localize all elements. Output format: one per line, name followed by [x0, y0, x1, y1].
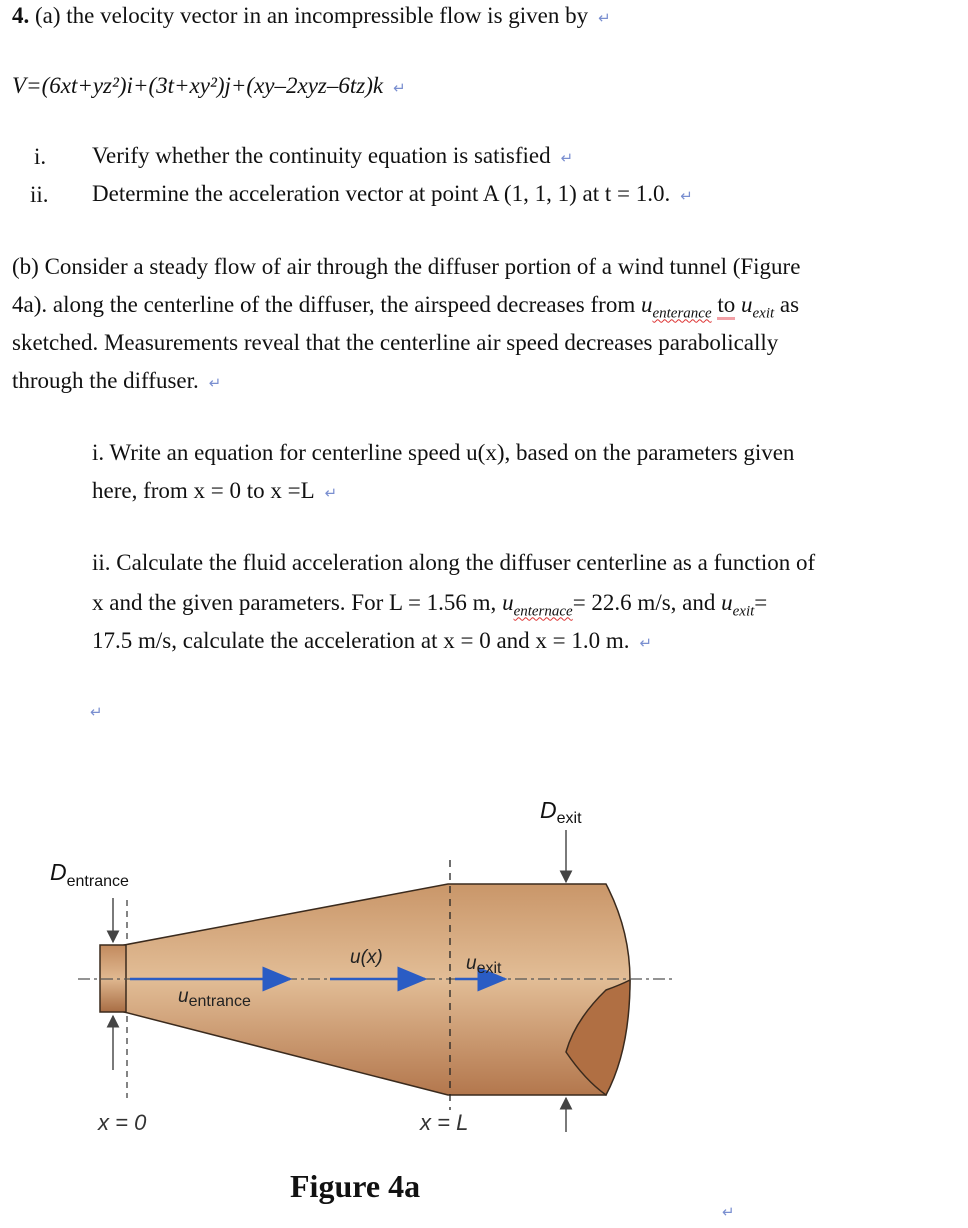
x-0-label: x = 0: [98, 1110, 147, 1135]
item-text: Determine the acceleration vector at point A (1, 1, 1) at t = 1.0. ↵: [92, 181, 693, 206]
sub-i-line: i. Write an equation for centerline speed u(x), based on the parameters given: [92, 440, 795, 465]
empty-paragraph-mark: [90, 696, 103, 726]
u-exit-label: $u_{exit}$: [466, 953, 502, 977]
d-entrance-label: $D_{entrance}$: [50, 859, 129, 890]
sub-i-line: here, from x = 0 to x =L ↵: [92, 478, 338, 503]
paragraph-mark-icon: ↵: [639, 634, 653, 652]
diffuser-body: [124, 884, 630, 1095]
diffuser-figure: [0, 780, 968, 1200]
item-marker: i.: [34, 144, 47, 169]
paragraph-mark-icon: ↵: [393, 79, 406, 97]
paragraph-mark-icon: ↵: [598, 9, 611, 27]
figure-caption: Figure 4a: [290, 1168, 421, 1204]
x-L-label: x = L: [420, 1110, 469, 1135]
paragraph-mark-icon: ↵: [90, 703, 103, 721]
sub-ii-line: 17.5 m/s, calculate the acceleration at x = 0 and x = 1.0 m. ↵: [92, 628, 653, 653]
d-exit-label: $D_{exit}$: [540, 797, 582, 827]
sub-ii-line: x and the given parameters. For L = 1.56 m, $u_{enternace}= 22.6$ m/s, and $u_{exit}=$: [92, 590, 768, 620]
part-b-line: through the diffuser. ↵: [12, 368, 222, 393]
u-x-label: u(x): [350, 947, 383, 968]
sub-ii-line: ii. Calculate the fluid acceleration along the diffuser centerline as a function of: [92, 550, 816, 575]
paragraph-mark-icon: ↵: [208, 374, 222, 392]
paragraph-mark-icon: ↵: [680, 187, 693, 205]
trailing-paragraph-mark: [722, 1196, 735, 1226]
item-text: Verify whether the continuity equation is satisfied ↵: [92, 143, 574, 168]
part-b-line: (b) Consider a steady flow of air through the diffuser portion of a wind tunnel (Figure: [12, 254, 801, 279]
paragraph-mark-icon: ↵: [722, 1203, 735, 1221]
paragraph-mark-icon: ↵: [324, 484, 338, 502]
item-marker: ii.: [30, 182, 49, 207]
u-entrance-label: $u_{entrance}$: [178, 986, 251, 1010]
question-header: 4. (a) the velocity vector in an incompressible flow is given by ↵: [12, 3, 611, 28]
paragraph-mark-icon: ↵: [560, 149, 574, 167]
part-b-line: 4a). along the centerline of the diffuser, the airspeed decreases from $u_{enterance}$ to $u_{exit}$ as: [12, 292, 800, 322]
part-b-line: sketched. Measurements reveal that the centerline air speed decreases parabolically: [12, 330, 779, 355]
velocity-equation: V=(6xt+yz²)i+(3t+xy²)j+(xy–2xyz–6tz)k ↵: [12, 73, 406, 98]
